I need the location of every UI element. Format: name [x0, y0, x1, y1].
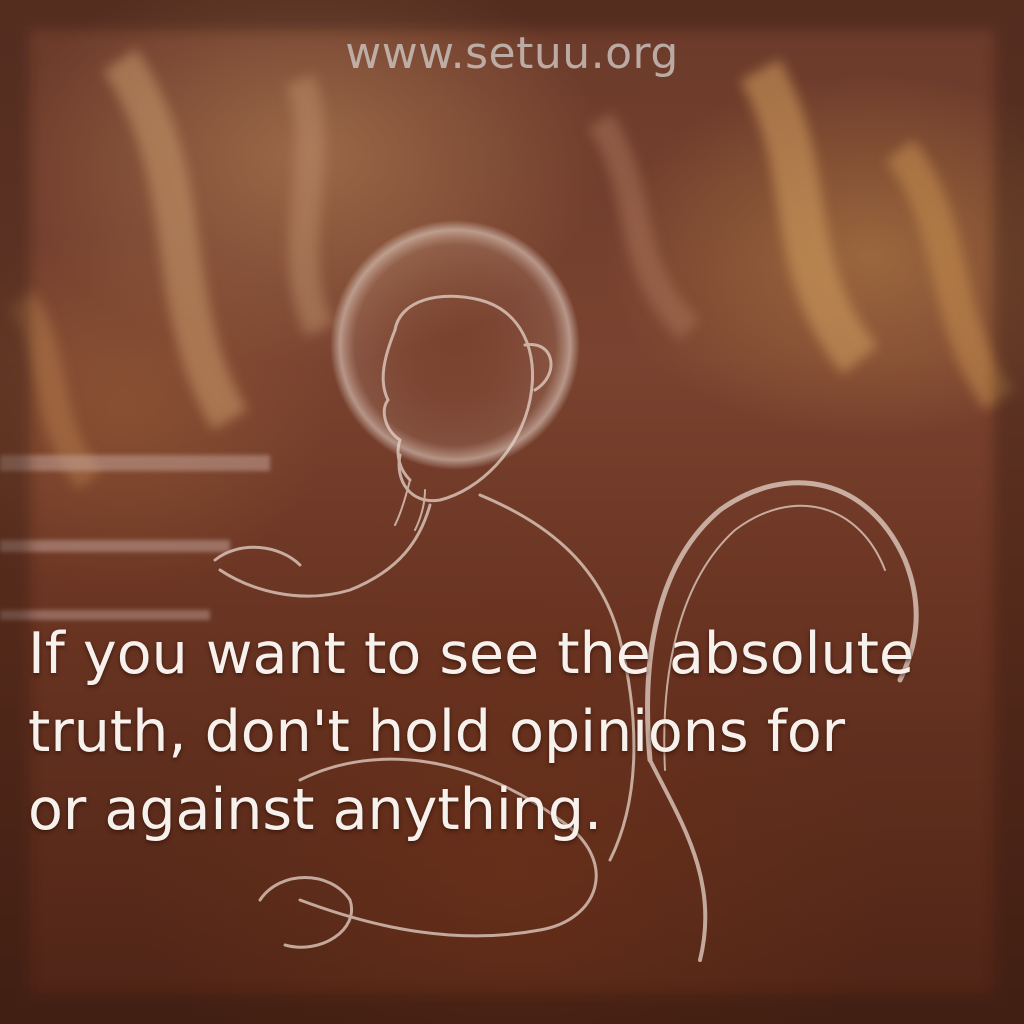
website-watermark: www.setuu.org: [345, 28, 679, 79]
quote-line-1: If you want to see the absolute: [28, 621, 915, 687]
quote-line-3: or against anything.: [28, 777, 603, 843]
quote-text: [28, 615, 1008, 849]
quote-line-2: truth, don't hold opinions for: [28, 699, 846, 765]
